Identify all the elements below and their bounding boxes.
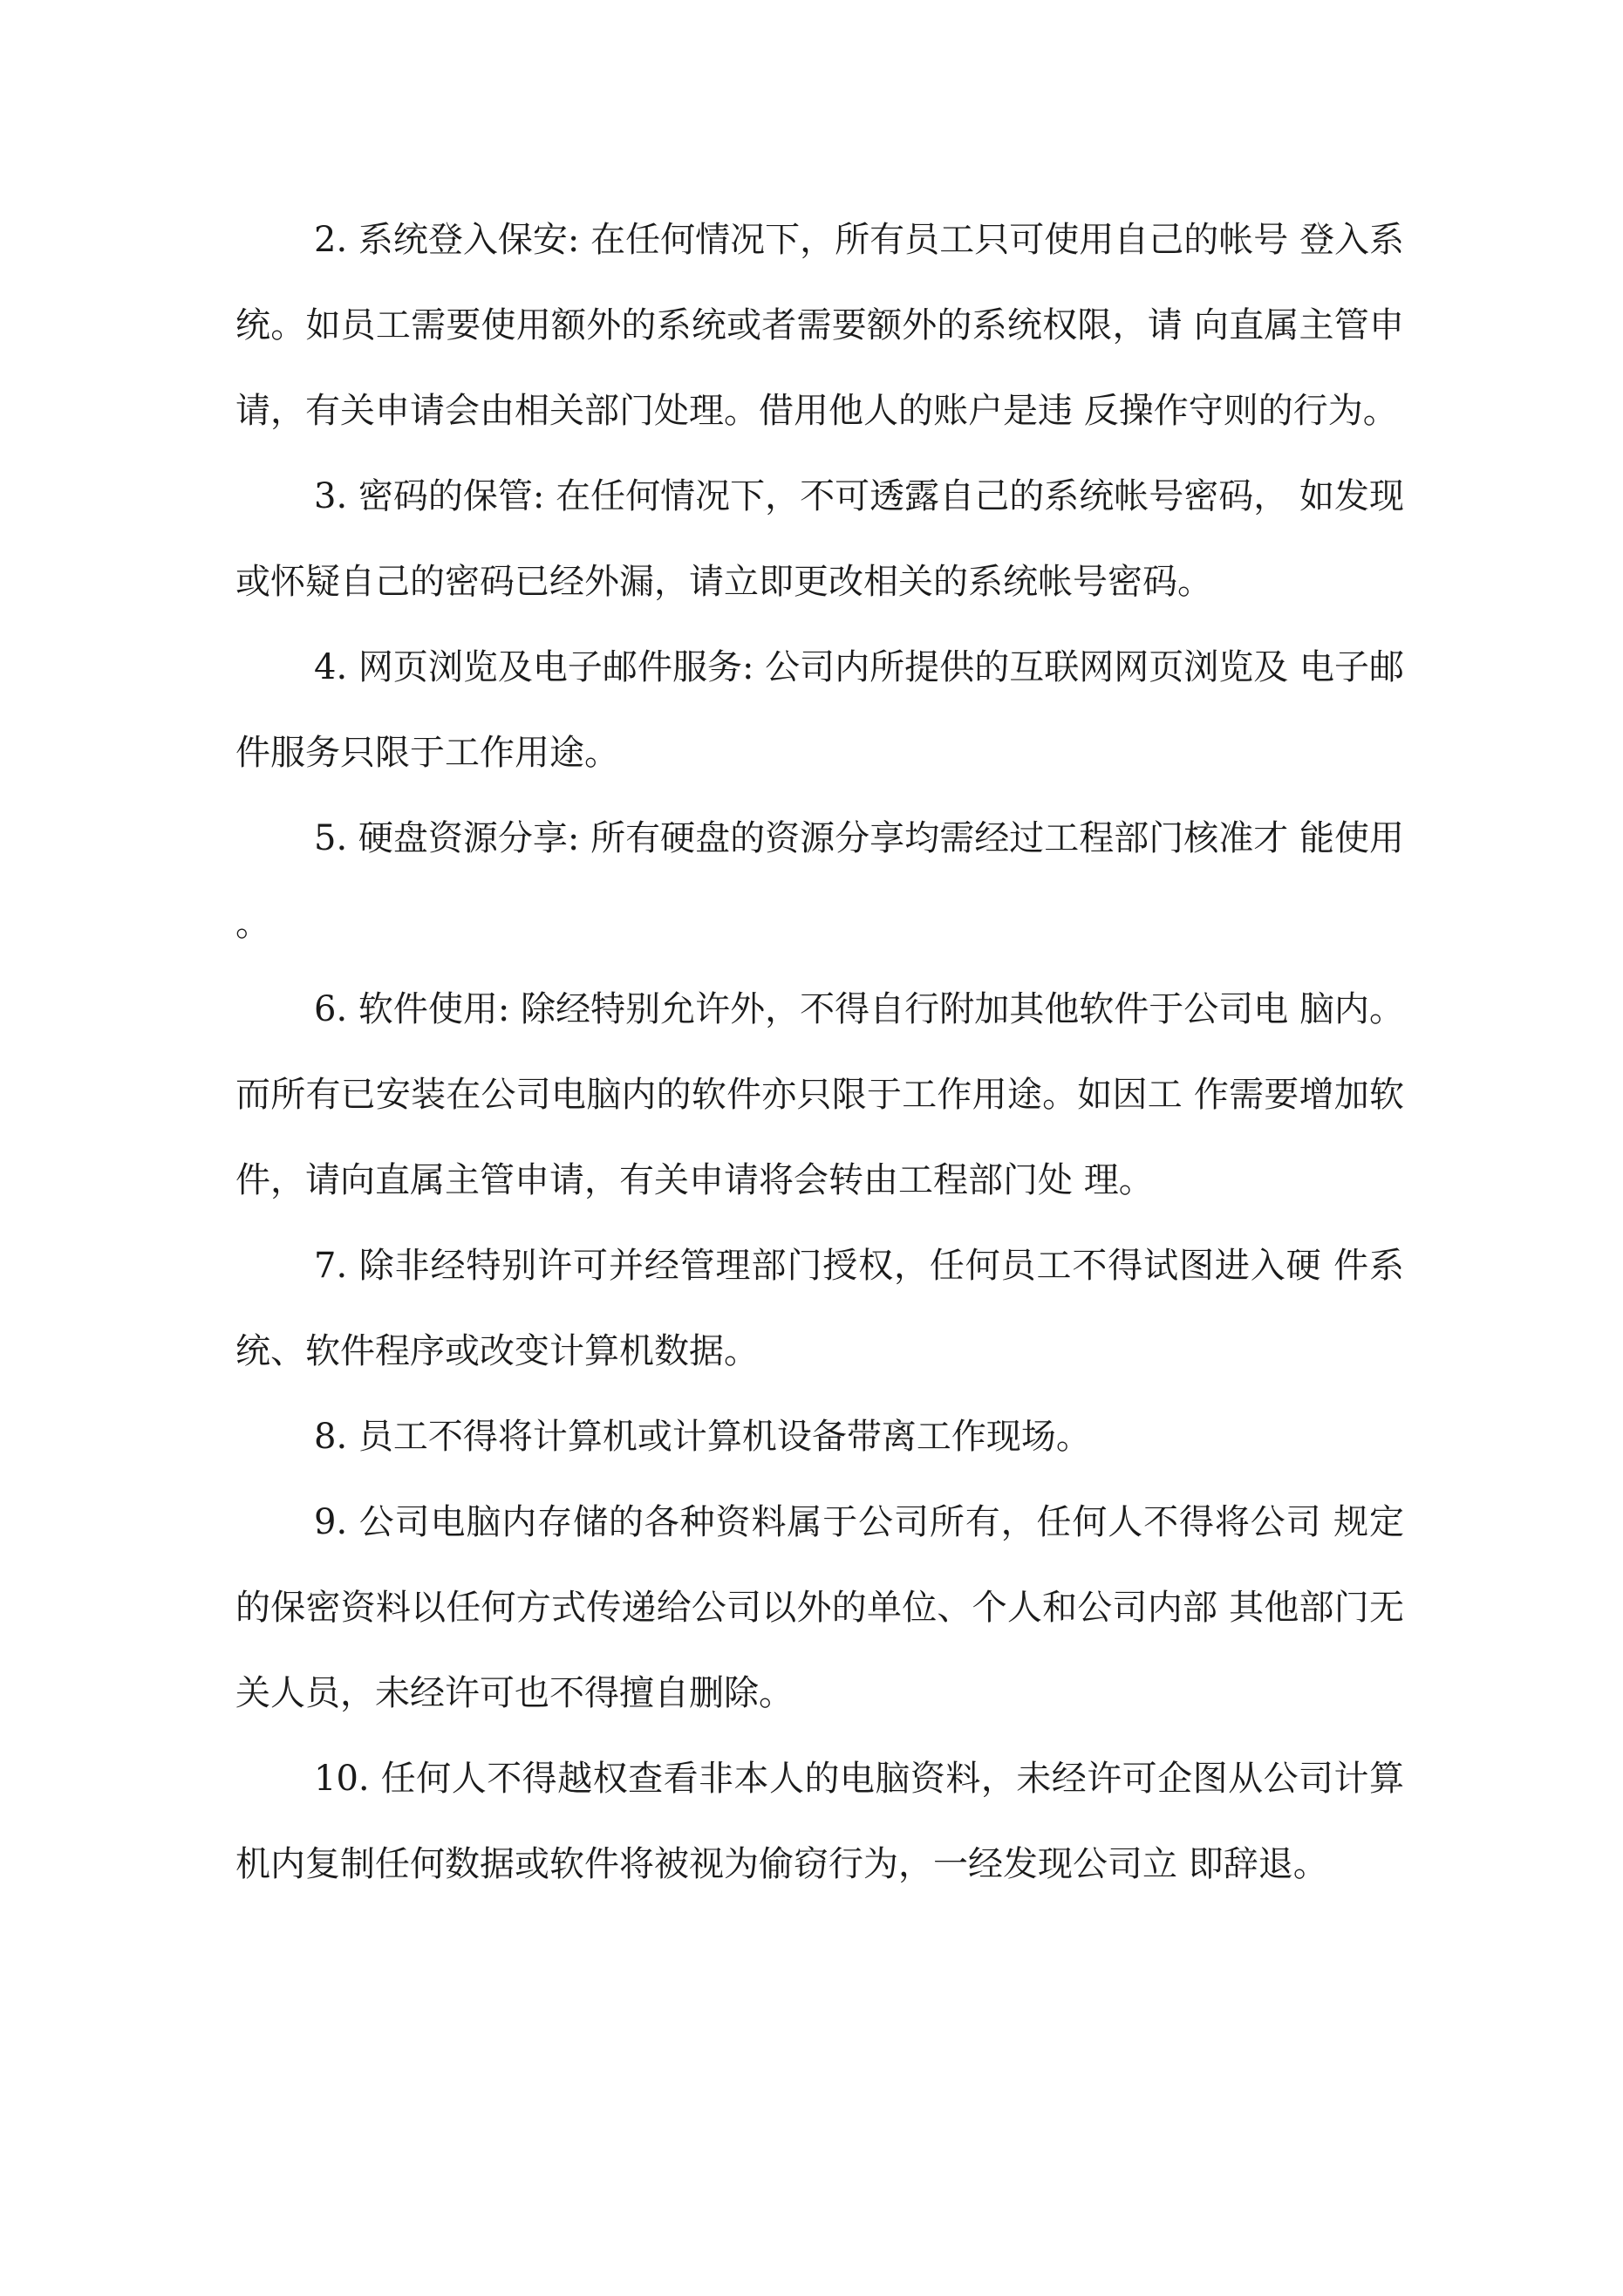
- paragraph-system-access: 7. 除非经特别许可并经管理部门授权，任何员工不得试图进入硬 件系统、软件程序或改变计算机数据。: [235, 1246, 1404, 1371]
- paragraph-equipment-removal: 8. 员工不得将计算机或计算机设备带离工作现场。: [314, 1417, 1091, 1457]
- paragraph-software-use: 6. 软件使用: 除经特别允许外，不得自行附加其他软件于公司电 脑内。而所有已安装在公司电脑内的软件亦只限于工作用途。如因工 作需要增加软件，请向直属主管申请，有关申请将会转由工程部门处 理。: [235, 989, 1404, 1200]
- paragraph-password-keeping: 3. 密码的保管: 在任何情况下，不可透露自己的系统帐号密码， 如发现或怀疑自己的密码已经外漏，请立即更改相关的系统帐号密码。: [235, 476, 1404, 602]
- paragraph-web-and-email: 4. 网页浏览及电子邮件服务: 公司内所提供的互联网网页浏览及 电子邮件服务只限于工作用途。: [235, 647, 1404, 773]
- paragraph-system-login-security: 2. 系统登入保安: 在任何情况下，所有员工只可使用自己的帐号 登入系统。如员工需要使用额外的系统或者需要额外的系统权限，请 向直属主管申请，有关申请会由相关部门处理。借用他人的账户是违 反操作守则的行为。: [235, 220, 1404, 431]
- document-body: [235, 197, 1404, 1907]
- paragraph-unauthorized-access: 10. 任何人不得越权查看非本人的电脑资料，未经许可企图从公司计算机内复制任何数据或软件将被视为偷窃行为，一经发现公司立 即辞退。: [235, 1759, 1404, 1884]
- paragraph-data-ownership: 9. 公司电脑内存储的各种资料属于公司所有，任何人不得将公司 规定的保密资料以任何方式传递给公司以外的单位、个人和公司内部 其他部门无关人员，未经许可也不得擅自删除。: [235, 1502, 1404, 1713]
- paragraph-disk-sharing: 5. 硬盘资源分享: 所有硬盘的资源分享均需经过工程部门核准才 能使用。: [235, 818, 1404, 944]
